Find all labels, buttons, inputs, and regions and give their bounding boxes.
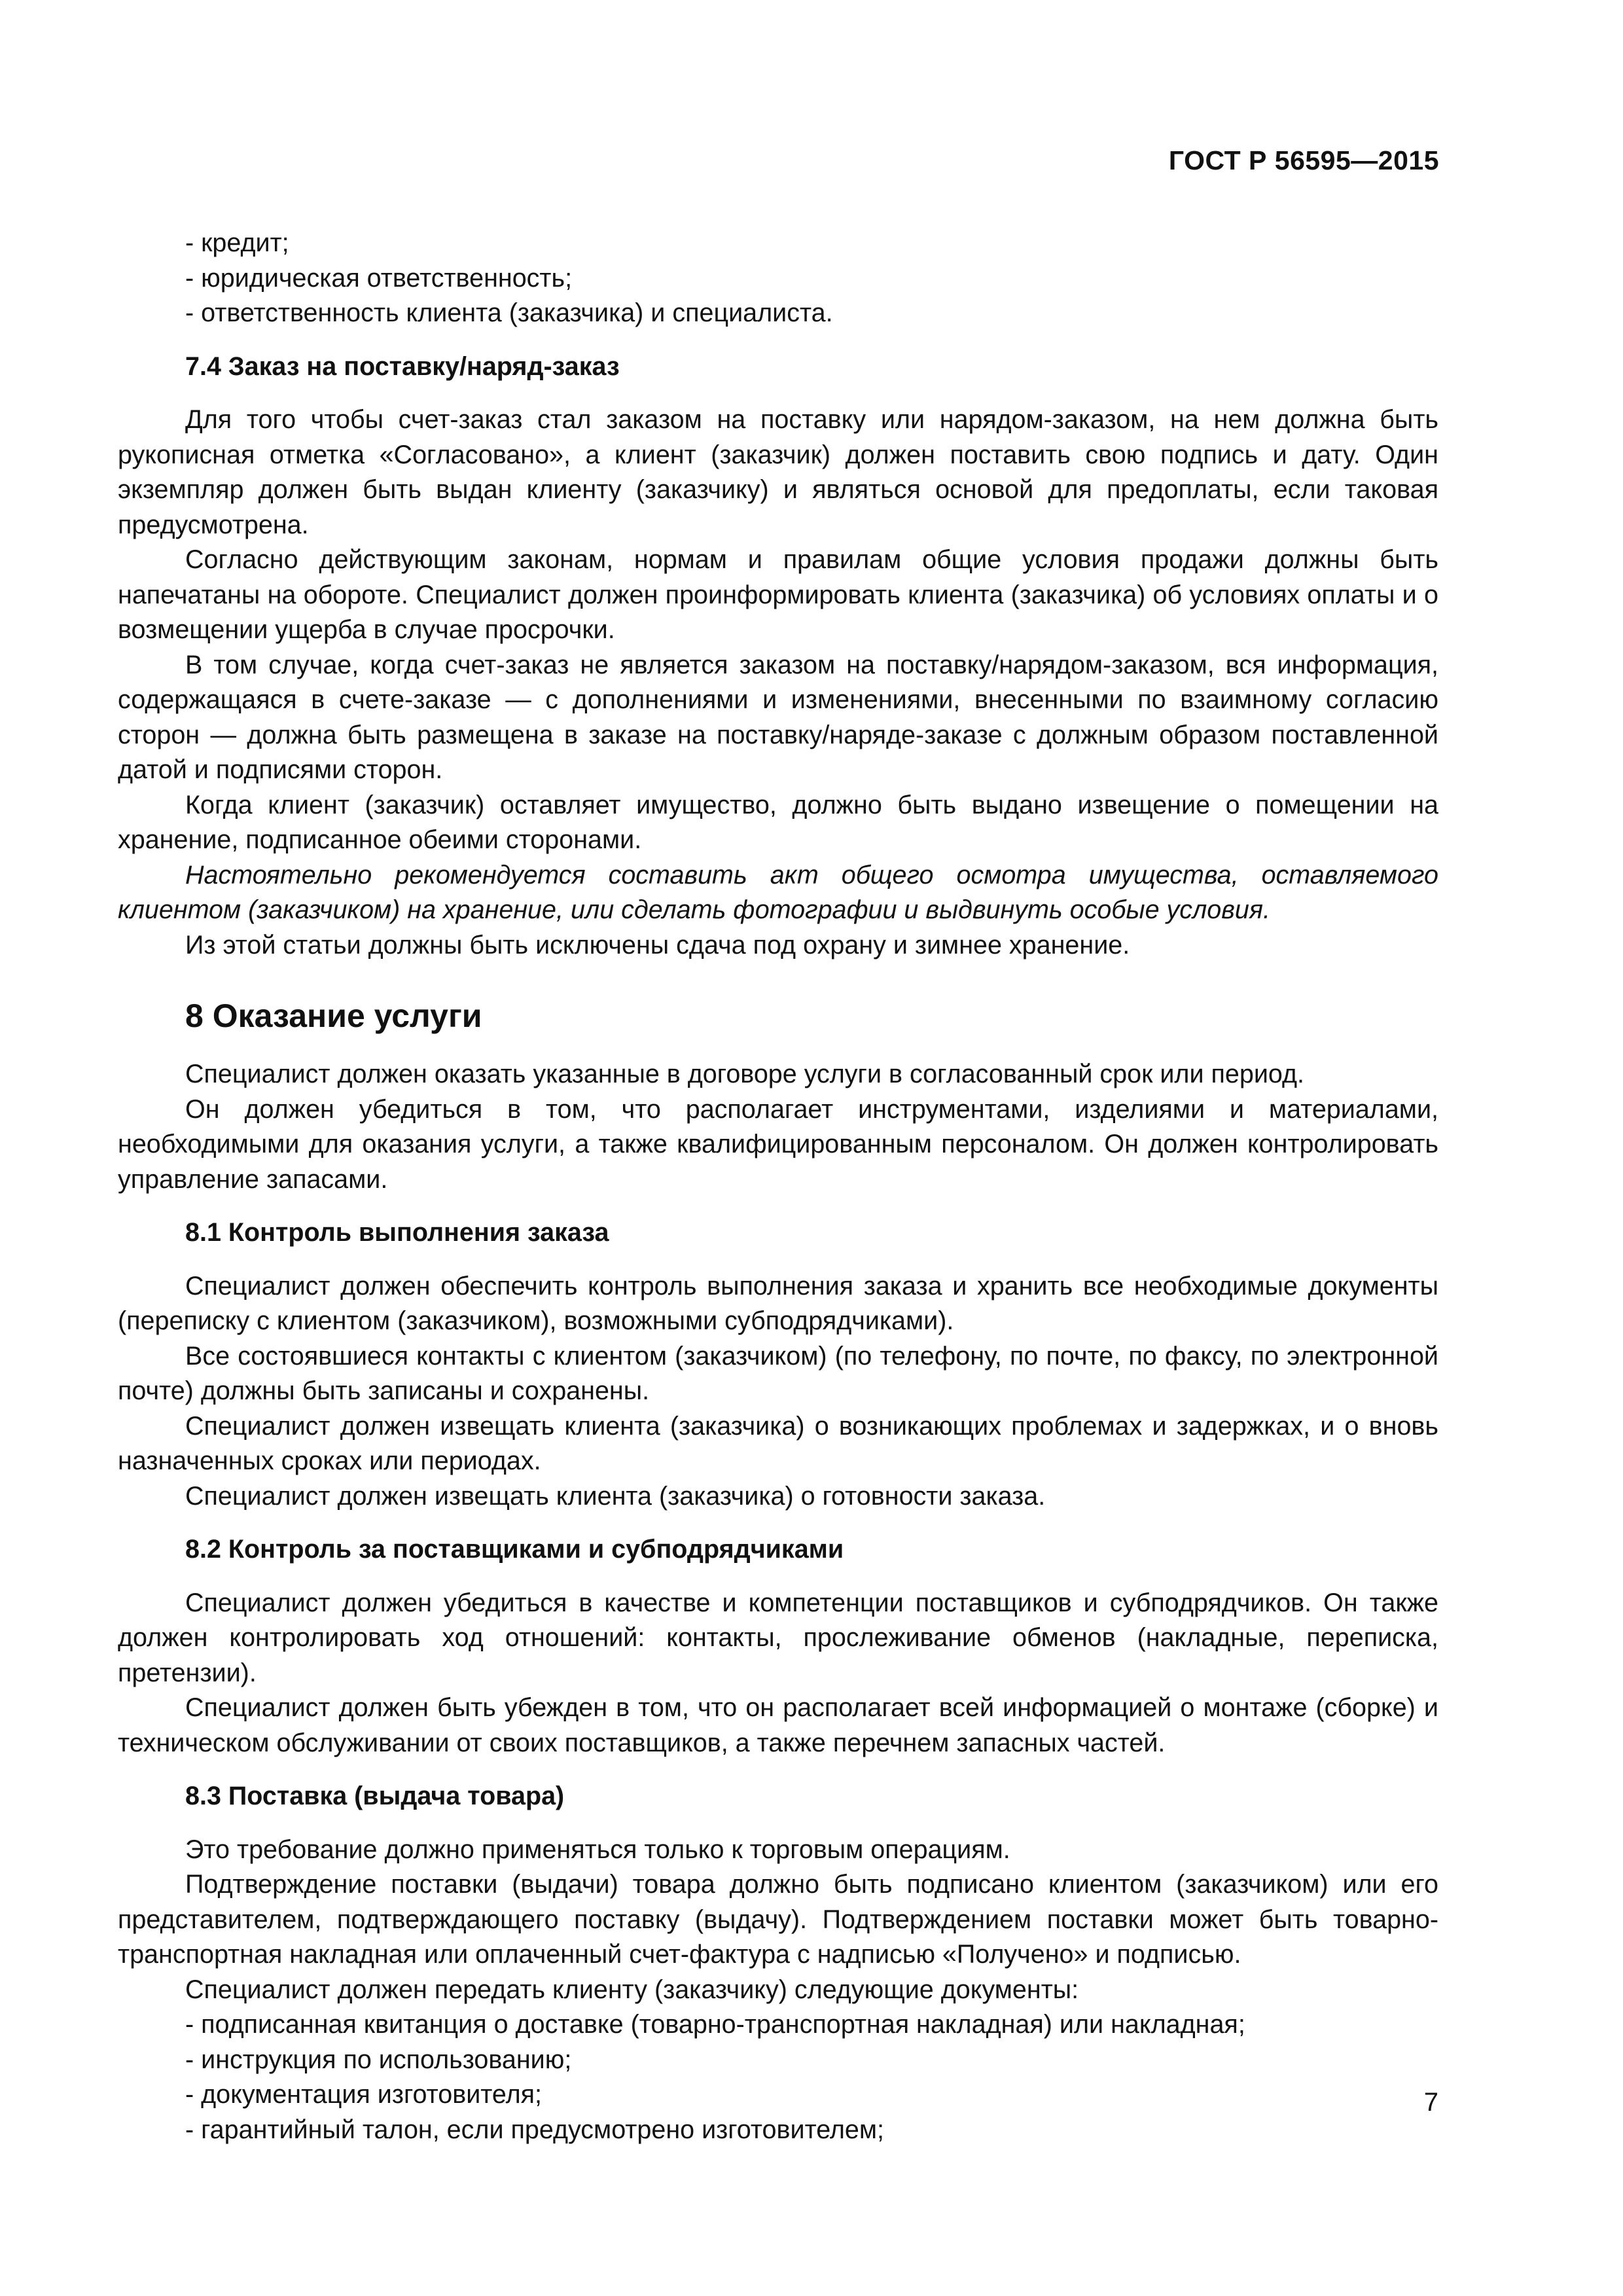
paragraph: Он должен убедиться в том, что располагает инструментами, изделиями и материалами, необходимыми для оказания услуги, а также квалифицированным персоналом. Он должен контролировать управление запасами. (118, 1094, 1438, 1194)
list-item: - подписанная квитанция о доставке (товарно-транспортная накладная) или накладная; (185, 2010, 1245, 2039)
document-body (118, 226, 1438, 2147)
recommendation-note: Настоятельно рекомендуется составить акт общего осмотра имущества, оставляемого клиентом (заказчиком) на хранение, или сделать фотографии и выдвинуть особые условия. (118, 860, 1438, 924)
section-8-1-title: 8.1 Контроль выполнения заказа (185, 1218, 609, 1247)
paragraph: В том случае, когда счет-заказ не является заказом на поставку/нарядом-заказом, вся информация, содержащаяся в счете-заказе — с дополнениями и изменениями, внесенными по взаимному согласию сторон — должна быть размещена в заказе на поставку/наряде-заказе с должным образом поставленной датой и подписями сторон. (118, 650, 1438, 784)
document-header-standard: ГОСТ Р 56595—2015 (1168, 145, 1439, 175)
paragraph: Из этой статьи должны быть исключены сдача под охрану и зимнее хранение. (185, 930, 1130, 960)
list-item: - гарантийный талон, если предусмотрено изготовителем; (185, 2115, 885, 2144)
paragraph: Когда клиент (заказчик) оставляет имущество, должно быть выдано извещение о помещении на хранение, подписанное обеими сторонами. (118, 790, 1438, 854)
paragraph: Согласно действующим законам, нормам и правилам общие условия продажи должны быть напечатаны на обороте. Специалист должен проинформировать клиента (заказчика) об условиях оплаты и о возмещении ущерба в случае просрочки. (118, 545, 1438, 644)
paragraph: Специалист должен быть убежден в том, что он располагает всей информацией о монтаже (сборке) и техническом обслуживании от своих поставщиков, а также перечнем запасных частей. (118, 1693, 1438, 1757)
paragraph: Все состоявшиеся контакты с клиентом (заказчиком) (по телефону, по почте, по факсу, по электронной почте) должны быть записаны и сохранены. (118, 1341, 1438, 1405)
list-item: - документация изготовителя; (185, 2080, 542, 2109)
list-item: - кредит; (185, 228, 289, 257)
paragraph: Специалист должен извещать клиента (заказчика) о готовности заказа. (185, 1481, 1046, 1511)
section-8-title: 8 Оказание услуги (185, 997, 482, 1034)
page-number: 7 (1423, 2088, 1438, 2117)
list-item: - юридическая ответственность; (185, 263, 573, 293)
paragraph: Специалист должен обеспечить контроль выполнения заказа и хранить все необходимые документы (переписку с клиентом (заказчиком), возможными субподрядчиками). (118, 1271, 1438, 1335)
paragraph: Специалист должен оказать указанные в договоре услуги в согласованный срок или период. (185, 1060, 1305, 1088)
paragraph: Подтверждение поставки (выдачи) товара должно быть подписано клиентом (заказчиком) или его представителем, подтверждающего поставку (выдачу). Подтверждением поставки может быть товарно-транспортная накладная или оплаченный счет-фактура с надписью «Получено» и подписью. (118, 1870, 1438, 1969)
list-item: - ответственность клиента (заказчика) и специалиста. (185, 298, 833, 327)
section-7-4-title: 7.4 Заказ на поставку/наряд-заказ (185, 351, 620, 381)
list-top (118, 226, 1438, 331)
paragraph: Специалист должен передать клиенту (заказчику) следующие документы: (185, 1975, 1079, 2004)
section-8-3-title: 8.3 Поставка (выдача товара) (185, 1782, 565, 1810)
documents-list (118, 2007, 1438, 2147)
section-8-2-title: 8.2 Контроль за поставщиками и субподрядчиками (185, 1535, 844, 1564)
paragraph: Это требование должно применяться только к торговым операциям. (185, 1835, 1010, 1864)
paragraph: Для того чтобы счет-заказ стал заказом на поставку или нарядом-заказом, на нем должна быть рукописная отметка «Согласовано», а клиент (заказчик) должен поставить свою подпись и дату. Один экземпляр должен быть выдан клиенту (заказчику) и являться основой для предоплаты, если таковая предусмотрена. (118, 405, 1438, 539)
paragraph: Специалист должен убедиться в качестве и компетенции поставщиков и субподрядчиков. Он также должен контролировать ход отношений: контакты, прослеживание обменов (накладные, переписка, претензии). (118, 1588, 1438, 1687)
list-item: - инструкция по использованию; (185, 2045, 572, 2074)
paragraph: Специалист должен извещать клиента (заказчика) о возникающих проблемах и задержках, и о вновь назначенных сроках или периодах. (118, 1411, 1438, 1475)
